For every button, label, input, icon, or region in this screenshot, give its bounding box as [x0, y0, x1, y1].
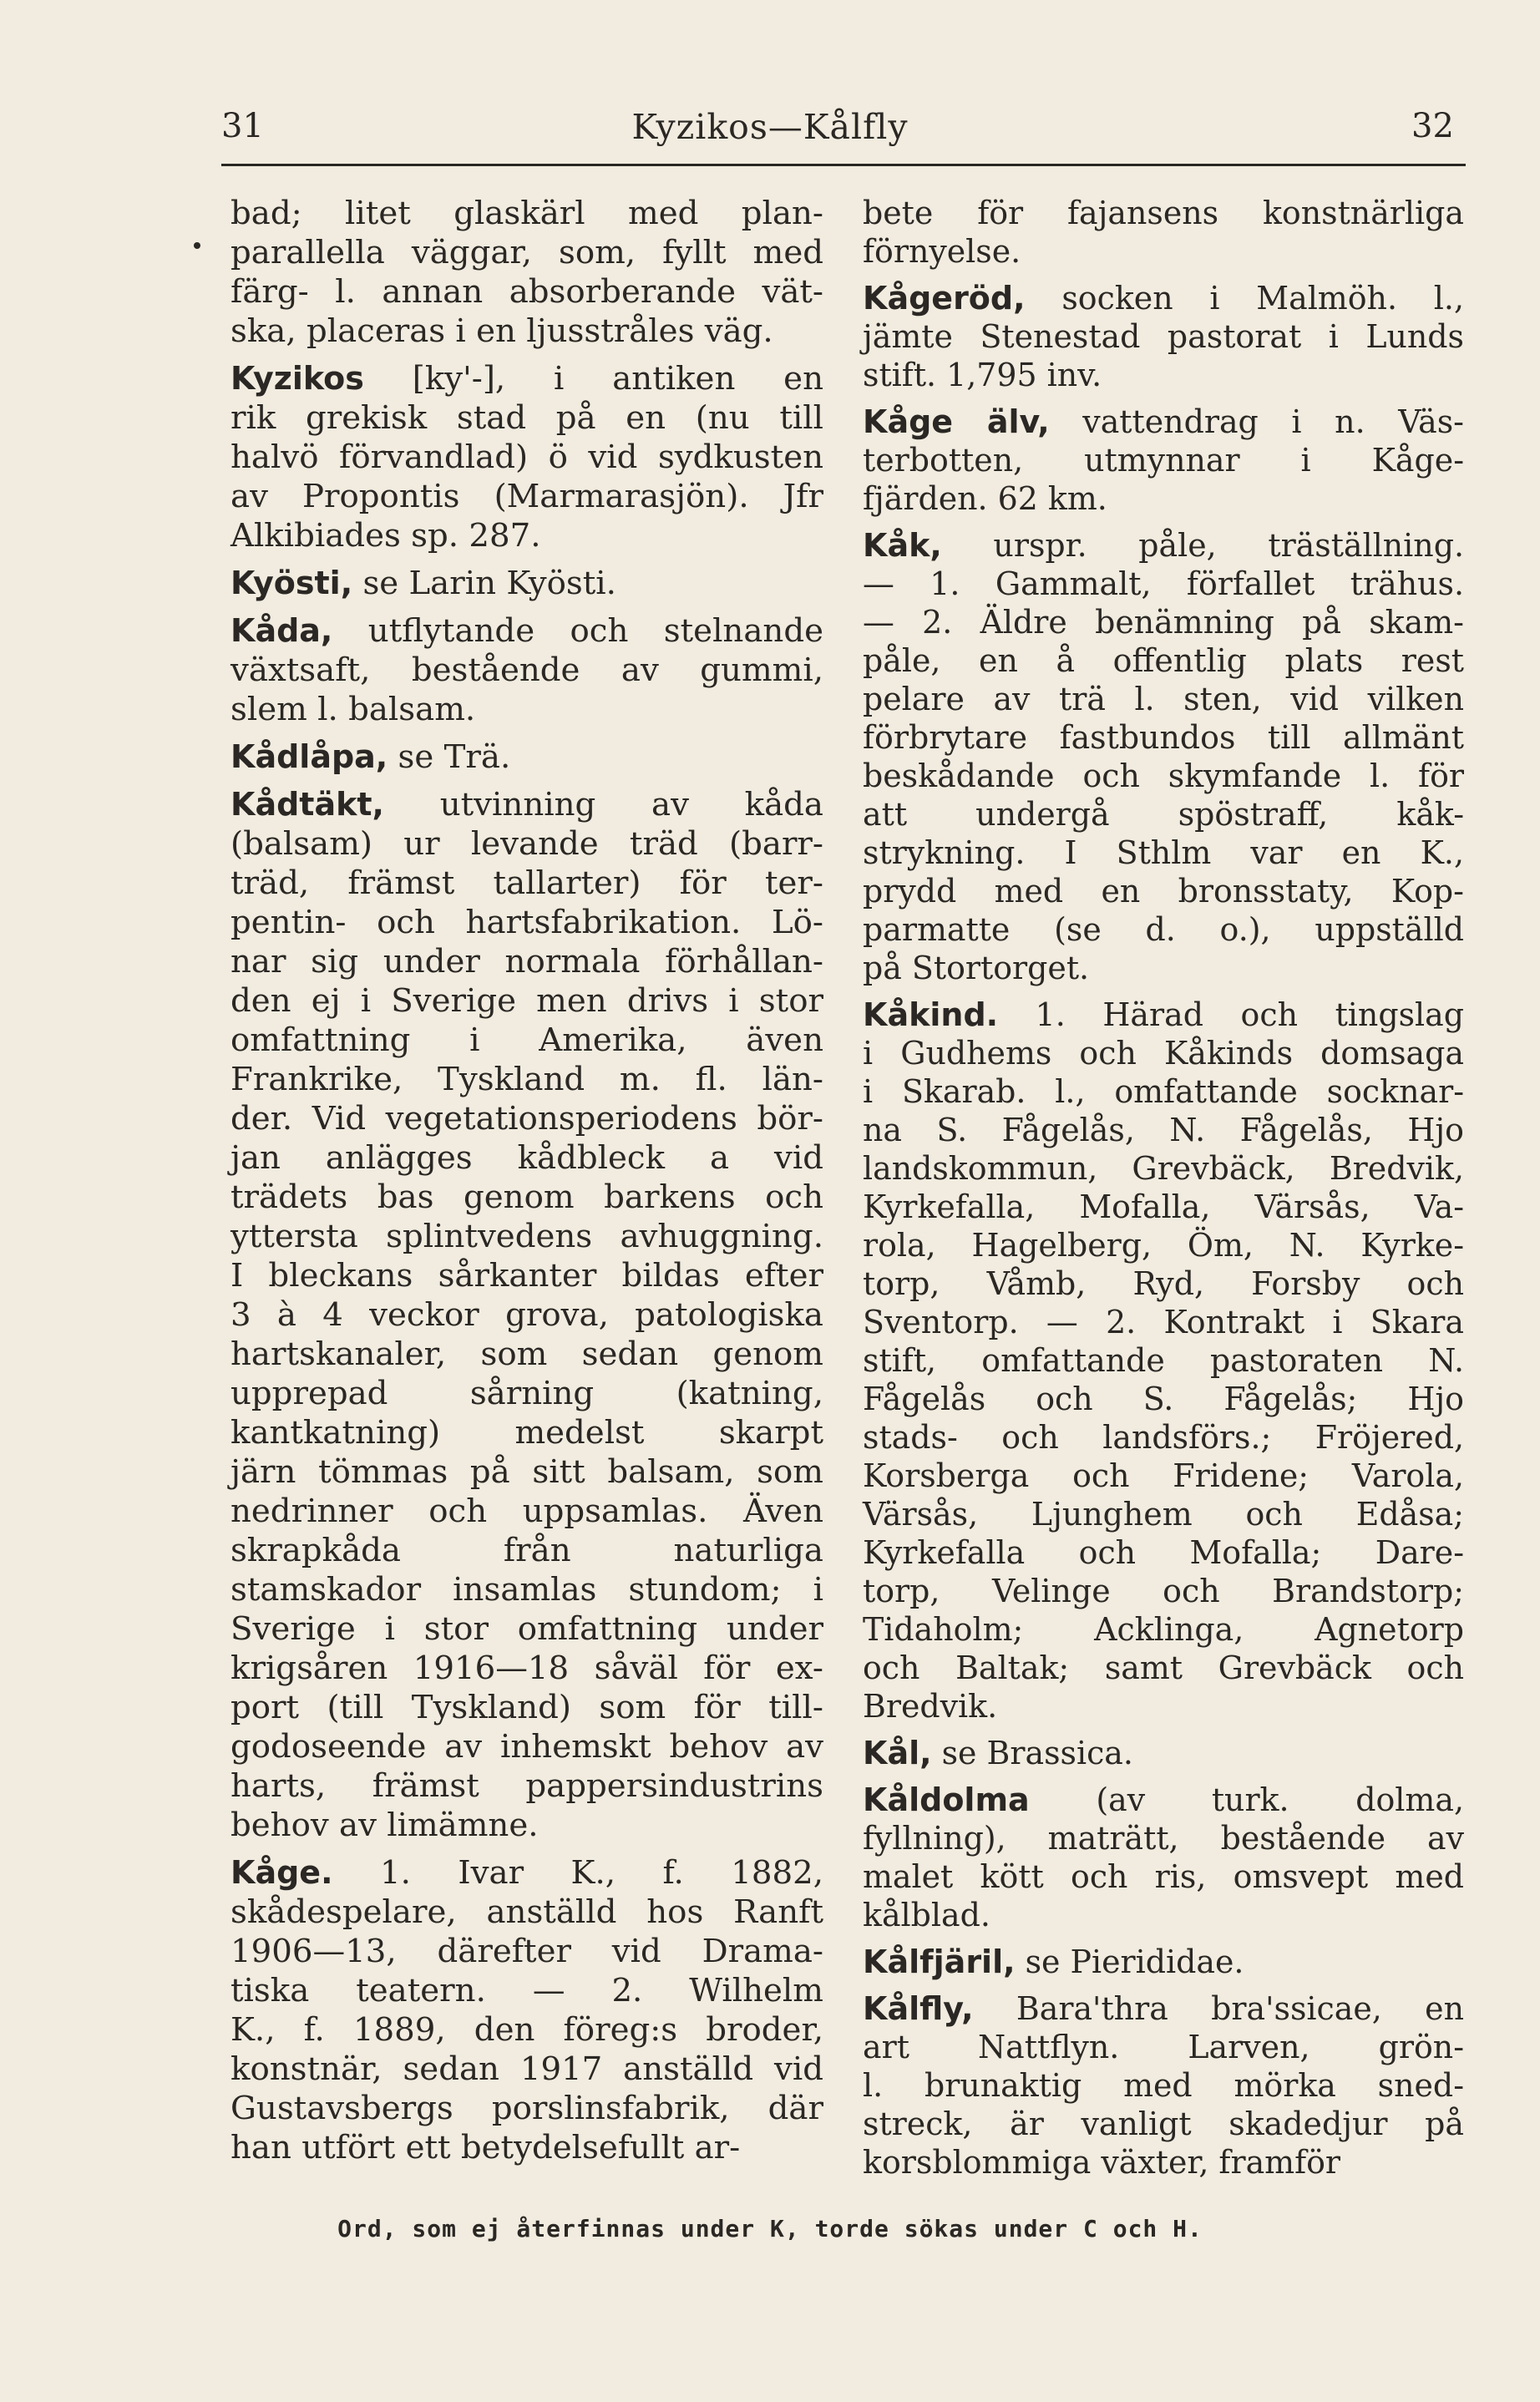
entry-text: urspr. påle, träställning.: [941, 527, 1464, 564]
entry-text: ska, placeras i en ljusstråles väg.: [230, 312, 773, 350]
entry-line: [230, 864, 823, 903]
dictionary-entry: [863, 403, 1464, 518]
entry-text: i Skarab. l., omfattande socknar-: [863, 1073, 1464, 1110]
entry-text: Bredvik.: [863, 1688, 998, 1725]
entry-text: harts, främst pappersindustrins: [230, 1767, 823, 1805]
entry-text: förnyelse.: [863, 233, 1021, 270]
entry-line: [863, 1781, 1464, 1819]
entry-text: art Nattflyn. Larven, grön-: [863, 2029, 1464, 2065]
entry-text: se Pierididae.: [1015, 1943, 1244, 1980]
entry-text: stamskador insamlas stundom; i: [230, 1571, 823, 1609]
entry-text: slem l. balsam.: [230, 691, 476, 728]
entry-headword: Kålfjäril,: [863, 1943, 1016, 1980]
entry-text: na S. Fågelås, N. Fågelås, Hjo: [863, 1112, 1464, 1148]
entry-text: prydd med en bronsstaty, Kop-: [863, 873, 1464, 910]
entry-text: bete för fajansens konstnärliga: [863, 195, 1464, 231]
entry-text: färg- l. annan absorberande vät-: [230, 273, 823, 311]
entry-line: [230, 1727, 823, 1766]
entry-text: pelare av trä l. sten, vid vilken: [863, 681, 1464, 717]
entry-line: [230, 1178, 823, 1217]
entry-line: [863, 1380, 1464, 1418]
entry-text: Bara'thra bra'ssicae, en: [973, 1990, 1464, 2027]
entry-line: [230, 2050, 823, 2089]
entry-line: [230, 272, 823, 312]
entry-line: [230, 1335, 823, 1374]
entry-text: konstnär, sedan 1917 anställd vid: [230, 2050, 823, 2088]
entry-text: 1. Härad och tingslag: [998, 996, 1464, 1033]
entry-line: [230, 651, 823, 690]
entry-line: [230, 1531, 823, 1570]
entry-headword: Kådlåpa,: [230, 738, 388, 775]
entry-text: [ky'-], i antiken en: [363, 360, 823, 398]
entry-line: [230, 194, 823, 233]
entry-text: torp, Våmb, Ryd, Forsby och: [863, 1265, 1464, 1302]
entry-line: [863, 996, 1464, 1034]
entry-text: järn tömmas på sitt balsam, som: [230, 1453, 823, 1491]
entry-text: Sventorp. — 2. Kontrakt i Skara: [863, 1304, 1464, 1340]
entry-line: [230, 1649, 823, 1688]
entry-line: [863, 757, 1464, 795]
entry-line: [863, 1226, 1464, 1264]
entry-line: [230, 1021, 823, 1060]
entry-text: rola, Hagelberg, Öm, N. Kyrke-: [863, 1227, 1464, 1264]
entry-line: [230, 690, 823, 729]
entry-text: Kyrkefalla, Mofalla, Värsås, Va-: [863, 1188, 1464, 1225]
entry-text: halvö förvandlad) ö vid sydkusten: [230, 438, 823, 476]
entry-line: [863, 680, 1464, 718]
entry-line: [230, 1217, 823, 1256]
page-number-right: 32: [1411, 107, 1454, 145]
dictionary-entry: [230, 194, 823, 351]
entry-line: [230, 1893, 823, 1932]
entry-text: malet kött och ris, omsvept med: [863, 1858, 1464, 1895]
entry-text: (balsam) ur levande träd (barr-: [230, 825, 823, 863]
entry-line: [230, 2010, 823, 2050]
entry-line: [230, 824, 823, 864]
entry-line: [863, 1341, 1464, 1380]
entry-text: l. brunaktig med mörka sned-: [863, 2067, 1464, 2104]
entry-line: [230, 785, 823, 824]
entry-line: [863, 910, 1464, 949]
entry-headword: Kåkind.: [863, 996, 999, 1033]
entry-line: [863, 1264, 1464, 1303]
entry-headword: Kåk,: [863, 527, 942, 564]
entry-line: [230, 1138, 823, 1178]
entry-text: av Propontis (Marmarasjön). Jfr: [230, 478, 823, 515]
entry-line: [230, 1099, 823, 1138]
entry-headword: Kålfly,: [863, 1990, 974, 2027]
entry-text: hartskanaler, som sedan genom: [230, 1335, 823, 1373]
entry-line: [863, 479, 1464, 518]
entry-text: förbrytare fastbundos till allmänt: [863, 719, 1464, 756]
entry-text: Alkibiades sp. 287.: [230, 517, 541, 555]
entry-text: I bleckans sårkanter bildas efter: [230, 1257, 823, 1295]
entry-line: [230, 438, 823, 477]
dictionary-entry: [863, 1989, 1464, 2182]
dictionary-entry: [230, 564, 823, 603]
entry-line: [863, 2105, 1464, 2143]
entry-line: [230, 1256, 823, 1295]
entry-text: att undergå spöstraff, kåk-: [863, 796, 1464, 833]
entry-text: krigsåren 1916—18 såväl för ex-: [230, 1649, 823, 1687]
entry-line: [230, 981, 823, 1021]
entry-text: Tidaholm; Acklinga, Agnetorp: [863, 1611, 1464, 1648]
entry-text: omfattning i Amerika, även: [230, 1021, 823, 1059]
entry-line: [863, 834, 1464, 872]
entry-line: [230, 903, 823, 942]
entry-line: [230, 1853, 823, 1893]
entry-text: i Gudhems och Kåkinds domsaga: [863, 1035, 1464, 1072]
entry-text: behov av limämne.: [230, 1807, 539, 1844]
entry-line: [230, 1295, 823, 1335]
entry-text: jämte Stenestad pastorat i Lunds: [863, 318, 1464, 355]
left-column: [230, 194, 823, 2176]
right-column: [863, 194, 1464, 2190]
dictionary-entry: [863, 996, 1464, 1725]
entry-text: beskådande och skymfande l. för: [863, 758, 1464, 794]
entry-line: [230, 2089, 823, 2128]
entry-text: strykning. I Sthlm var en K.,: [863, 834, 1464, 871]
dictionary-entry: [230, 359, 823, 555]
entry-text: stift. 1,795 inv.: [863, 357, 1102, 393]
entry-line: [863, 1072, 1464, 1111]
entry-line: [230, 611, 823, 651]
entry-line: [863, 441, 1464, 479]
entry-line: [863, 1034, 1464, 1072]
entry-text: utflytande och stelnande: [332, 612, 823, 650]
entry-text: fyllning), maträtt, bestående av: [863, 1820, 1464, 1857]
entry-line: [863, 1819, 1464, 1857]
dictionary-entry: [863, 279, 1464, 394]
margin-dot: [194, 242, 200, 249]
entry-line: [230, 2128, 823, 2167]
entry-text: träd, främst tallarter) för ter-: [230, 864, 823, 902]
entry-line: [230, 1452, 823, 1492]
entry-line: [863, 1989, 1464, 2028]
dictionary-entry: [863, 1943, 1464, 1981]
entry-line: [863, 1943, 1464, 1981]
entry-text: socken i Malmöh. l.,: [1025, 280, 1464, 317]
entry-line: [863, 603, 1464, 641]
dictionary-entry: [230, 611, 823, 729]
entry-line: [863, 1495, 1464, 1533]
entry-line: [863, 1149, 1464, 1188]
dictionary-entry: [863, 194, 1464, 271]
entry-line: [863, 795, 1464, 834]
entry-line: [230, 1413, 823, 1452]
entry-line: [230, 359, 823, 398]
entry-text: Fågelås och S. Fågelås; Hjo: [863, 1381, 1464, 1417]
entry-line: [863, 317, 1464, 356]
entry-text: jan anlägges kådbleck a vid: [230, 1139, 823, 1177]
entry-line: [230, 1932, 823, 1971]
entry-line: [863, 356, 1464, 394]
page-number-left: 31: [221, 107, 264, 145]
entry-headword: Kåldolma: [863, 1781, 1030, 1818]
entry-line: [230, 1688, 823, 1727]
entry-text: skrapkåda från naturliga: [230, 1532, 823, 1569]
entry-text: skådespelare, anställd hos Ranft: [230, 1893, 823, 1931]
entry-text: stads- och landsförs.; Fröjered,: [863, 1419, 1464, 1456]
dictionary-entry: [230, 1853, 823, 2167]
entry-text: — 1. Gammalt, förfallet trähus.: [863, 565, 1464, 602]
entry-line: [863, 1188, 1464, 1226]
entry-line: [863, 1687, 1464, 1725]
entry-line: [230, 564, 823, 603]
entry-line: [230, 1971, 823, 2010]
entry-text: korsblommiga växter, framför: [863, 2144, 1341, 2181]
entry-line: [230, 1060, 823, 1099]
entry-line: [230, 233, 823, 272]
entry-line: [863, 1649, 1464, 1687]
entry-line: [230, 312, 823, 351]
entry-line: [863, 1303, 1464, 1341]
entry-text: port (till Tyskland) som för till-: [230, 1689, 823, 1726]
entry-text: tiska teatern. — 2. Wilhelm: [230, 1972, 823, 2009]
entry-line: [863, 1418, 1464, 1457]
entry-text: se Trä.: [388, 738, 511, 776]
entry-line: [863, 1857, 1464, 1896]
entry-text: kålblad.: [863, 1897, 990, 1933]
entry-line: [230, 1492, 823, 1531]
entry-line: [863, 403, 1464, 441]
entry-line: [230, 1806, 823, 1845]
running-head: Kyzikos—Kålfly: [631, 107, 909, 147]
entry-text: torp, Velinge och Brandstorp;: [863, 1573, 1464, 1609]
dictionary-entry: [863, 526, 1464, 987]
entry-text: 1906—13, därefter vid Drama-: [230, 1933, 823, 1970]
entry-headword: Kådtäkt,: [230, 786, 384, 823]
entry-text: der. Vid vegetationsperiodens bör-: [230, 1100, 823, 1138]
entry-text: pentin- och hartsfabrikation. Lö-: [230, 904, 823, 941]
entry-text: (av turk. dolma,: [1029, 1781, 1464, 1818]
entry-text: han utfört ett betydelsefullt ar-: [230, 2129, 741, 2166]
entry-text: parmatte (se d. o.), uppställd: [863, 911, 1464, 948]
entry-line: [230, 1570, 823, 1609]
entry-line: [230, 1374, 823, 1413]
entry-line: [230, 1609, 823, 1649]
entry-text: upprepad sårning (katning,: [230, 1375, 823, 1412]
entry-text: godoseende av inhemskt behov av: [230, 1728, 823, 1766]
entry-text: yttersta splintvedens avhuggning.: [230, 1218, 823, 1255]
entry-text: nar sig under normala förhållan-: [230, 943, 823, 981]
entry-text: Sverige i stor omfattning under: [230, 1610, 823, 1648]
entry-headword: Kåge.: [230, 1854, 333, 1891]
entry-text: Gustavsbergs porslinsfabrik, där: [230, 2090, 823, 2127]
entry-line: [863, 2066, 1464, 2105]
entry-text: Frankrike, Tyskland m. fl. län-: [230, 1061, 823, 1098]
entry-text: landskommun, Grevbäck, Bredvik,: [863, 1150, 1464, 1187]
entry-text: utvinning av kåda: [383, 786, 823, 823]
entry-line: [863, 718, 1464, 757]
entry-line: [863, 232, 1464, 271]
entry-headword: Kåge älv,: [863, 403, 1050, 440]
entry-line: [230, 477, 823, 516]
entry-text: påle, en å offentlig plats rest: [863, 642, 1464, 679]
entry-text: den ej i Sverige men drivs i stor: [230, 982, 823, 1020]
entry-line: [863, 1572, 1464, 1610]
entry-text: stift, omfattande pastoraten N.: [863, 1342, 1464, 1379]
entry-line: [230, 942, 823, 981]
entry-text: 3 à 4 veckor grova, patologiska: [230, 1296, 823, 1334]
entry-text: bad; litet glaskärl med plan-: [230, 195, 823, 232]
entry-headword: Kyzikos: [230, 360, 364, 397]
entry-line: [863, 2143, 1464, 2182]
entry-line: [863, 1896, 1464, 1934]
entry-text: växtsaft, bestående av gummi,: [230, 651, 823, 689]
entry-text: rik grekisk stad på en (nu till: [230, 399, 823, 437]
entry-line: [863, 949, 1464, 987]
entry-line: [863, 526, 1464, 565]
entry-headword: Kyösti,: [230, 565, 353, 601]
entry-text: — 2. Äldre benämning på skam-: [863, 604, 1464, 641]
entry-text: kantkatning) medelst skarpt: [230, 1414, 823, 1452]
entry-text: Korsberga och Fridene; Varola,: [863, 1457, 1464, 1494]
entry-line: [863, 194, 1464, 232]
entry-line: [863, 565, 1464, 603]
entry-line: [230, 516, 823, 555]
dictionary-entry: [863, 1734, 1464, 1772]
entry-headword: Kåda,: [230, 612, 333, 649]
entry-headword: Kål,: [863, 1735, 932, 1771]
dictionary-entry: [230, 785, 823, 1845]
entry-text: K., f. 1889, den föreg:s broder,: [230, 2011, 823, 2049]
entry-text: på Stortorget.: [863, 950, 1090, 986]
entry-text: se Larin Kyösti.: [352, 565, 616, 602]
entry-text: streck, är vanligt skadedjur på: [863, 2106, 1464, 2142]
footer-note: Ord, som ej återfinnas under K, torde sökas under C och H.: [337, 2215, 1203, 2242]
entry-line: [863, 1610, 1464, 1649]
entry-line: [863, 1533, 1464, 1572]
entry-text: se Brassica.: [931, 1735, 1133, 1771]
entry-line: [230, 1766, 823, 1806]
entry-line: [230, 398, 823, 438]
dictionary-entry: [230, 737, 823, 777]
entry-headword: Kågeröd,: [863, 280, 1026, 317]
entry-line: [863, 279, 1464, 317]
entry-line: [230, 737, 823, 777]
entry-line: [863, 1111, 1464, 1149]
entry-text: vattendrag i n. Väs-: [1049, 403, 1464, 440]
dictionary-entry: [863, 1781, 1464, 1934]
entry-text: parallella väggar, som, fyllt med: [230, 234, 823, 271]
entry-text: och Baltak; samt Grevbäck och: [863, 1649, 1464, 1686]
entry-text: Kyrkefalla och Mofalla; Dare-: [863, 1534, 1464, 1571]
entry-line: [863, 1734, 1464, 1772]
entry-text: nedrinner och uppsamlas. Även: [230, 1492, 823, 1530]
entry-text: Värsås, Ljunghem och Edåsa;: [863, 1496, 1464, 1533]
header-rule: [221, 164, 1466, 166]
entry-line: [863, 872, 1464, 910]
entry-text: trädets bas genom barkens och: [230, 1178, 823, 1216]
entry-line: [863, 641, 1464, 680]
entry-line: [863, 1457, 1464, 1495]
entry-text: 1. Ivar K., f. 1882,: [332, 1854, 823, 1892]
entry-text: fjärden. 62 km.: [863, 480, 1107, 517]
entry-line: [863, 2028, 1464, 2066]
entry-text: terbotten, utmynnar i Kåge-: [863, 442, 1464, 479]
